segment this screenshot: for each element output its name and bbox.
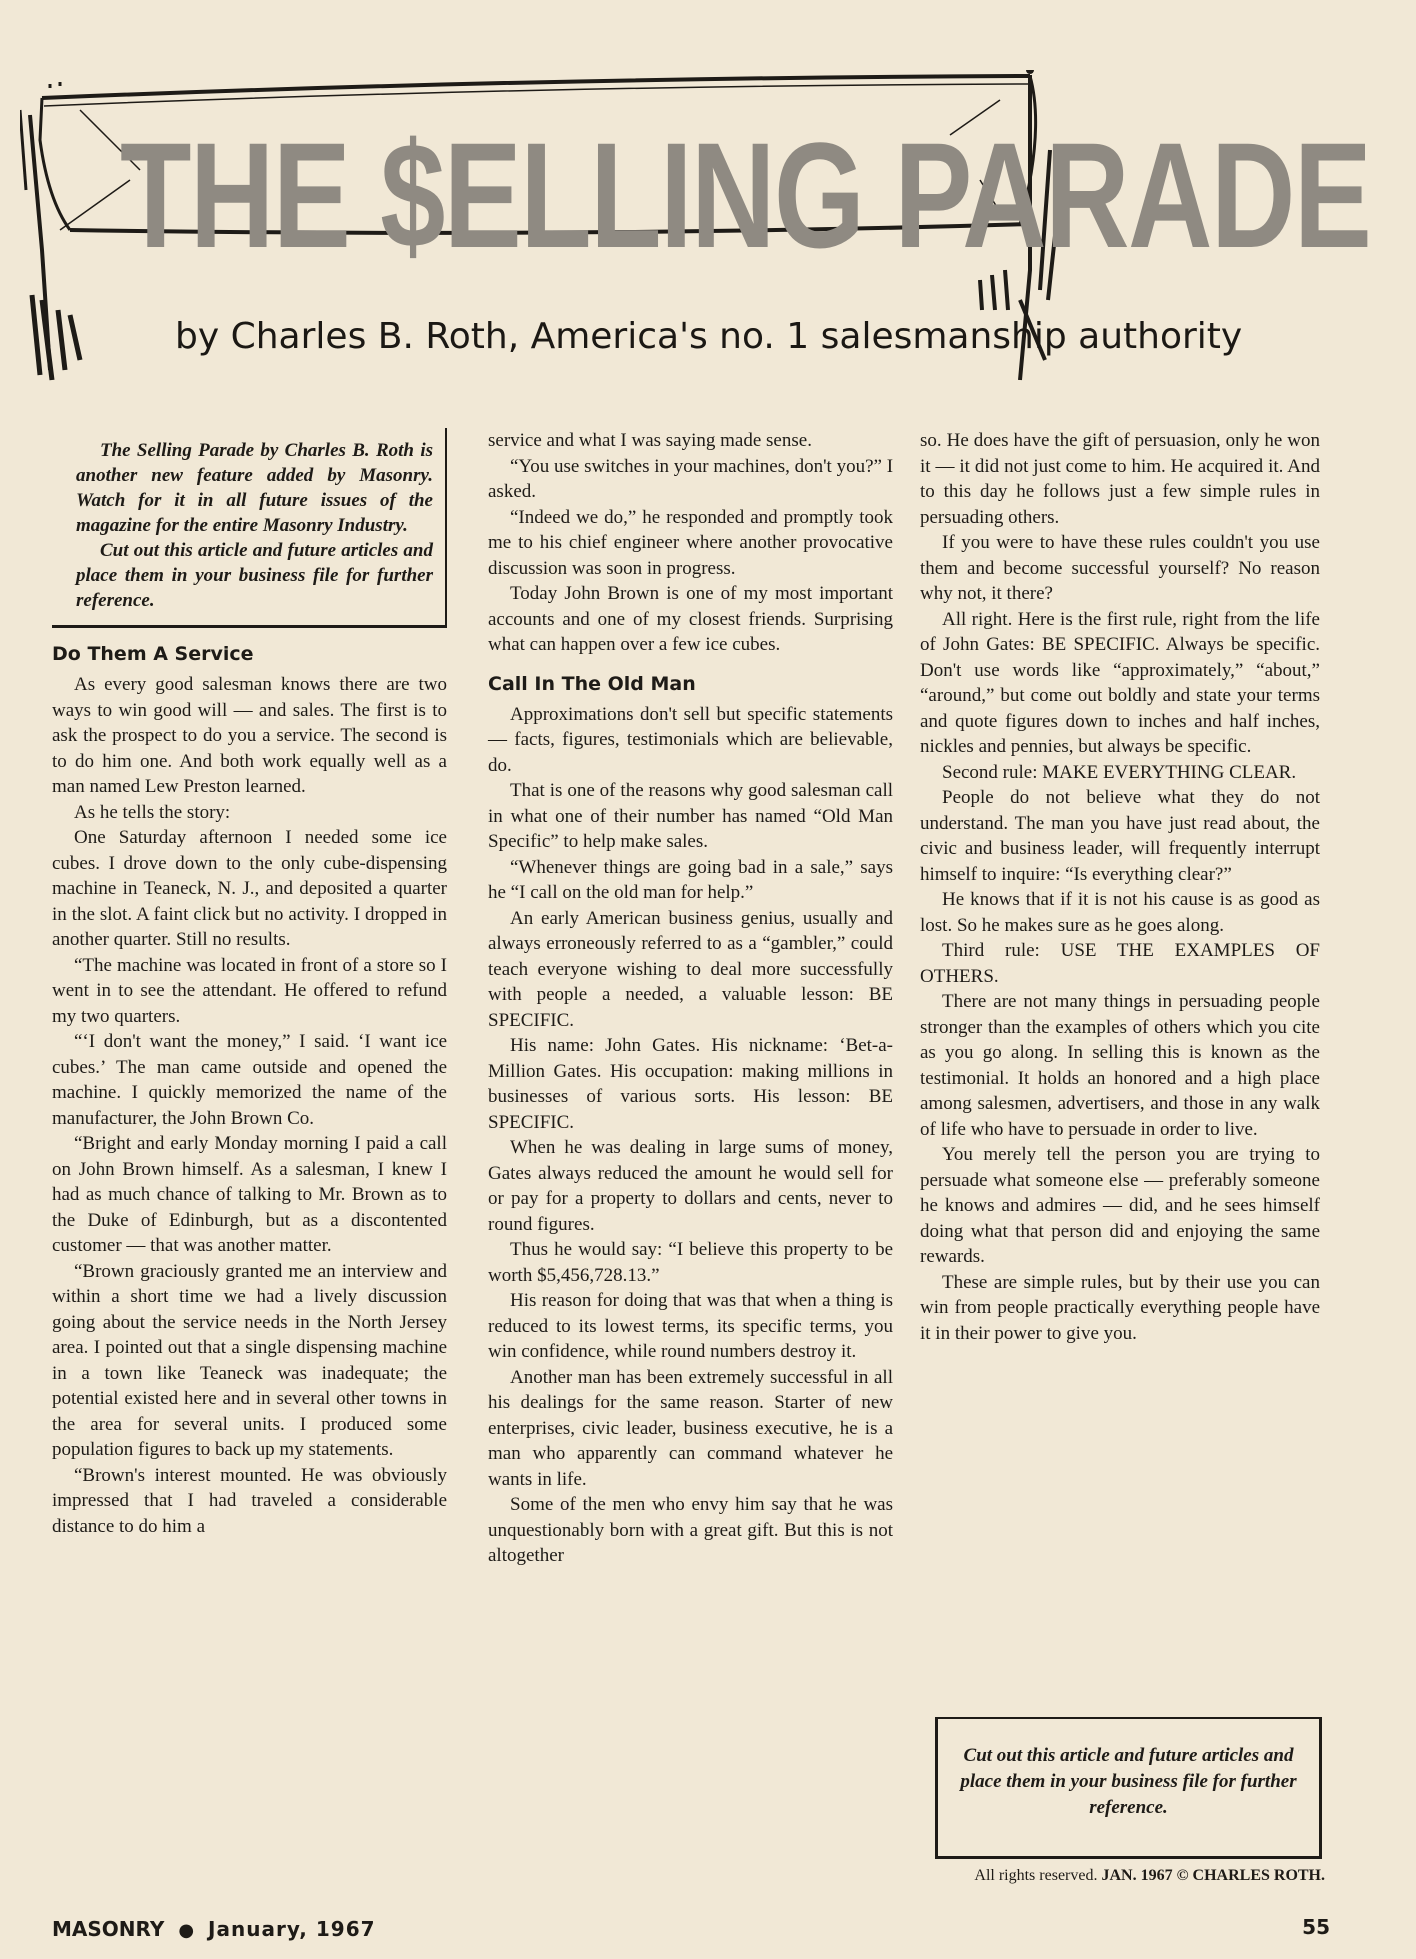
footer-magazine: MASONRY [52,1917,165,1941]
paragraph: As he tells the story: [74,801,231,823]
paragraph: Second rule: MAKE EVERYTHING CLEAR. [942,761,1297,783]
paragraph: You merely tell the person you are trying to persuade what someone else — preferably someone he knows and admires — did, and he sees himself doing what that person did and enjoying the same rewards. [920,1144,1320,1267]
paragraph: Today John Brown is one of my most important accounts and one of my closest friends. Surprising what can happen over a few ice cubes. [488,583,893,655]
paragraph: An early American business genius, usually and always erroneously referred to as a “gambler,” could teach everyone wishing to deal more successfully with people a needed, a valuable lesson: BE SPECIFIC. [488,907,893,1031]
paragraph: “Whenever things are going bad in a sale,” says he “I call on the old man for help.” [488,856,893,903]
paragraph: When he was dealing in large sums of money, Gates always reduced the amount he would sell for or pay for a property to dollars and cents, never to round figures. [488,1137,893,1235]
paragraph: “Brown graciously granted me an interview and within a short time we had a lively discussion going about the service needs in the North Jersey area. I pointed out that a single dispensing machine in a town like Teaneck was inadequate; the potential existed here and in several other towns in the area for several units. I produced some population figures to back up my statements. [52,1260,447,1460]
paragraph: Thus he would say: “I believe this property to be worth $5,456,728.13.” [488,1239,893,1286]
paragraph: His name: John Gates. His nickname: ‘Bet-a-Million Gates. His occupation: making millions in businesses of various sorts. His lesson: BE SPECIFIC. [488,1035,893,1133]
page-number: 55 [1302,1915,1330,1939]
paragraph: “Bright and early Monday morning I paid a call on John Brown himself. As a salesman, I knew I had as much chance of talking to Mr. Brown as to the Duke of Edinburgh, but as a discontented customer — that was another matter. [52,1133,447,1256]
footer-bullet: ● [178,1920,195,1941]
byline: by Charles B. Roth, America's no. 1 salesmanship authority [175,316,1243,357]
paragraph: Approximations don't sell but specific statements — facts, figures, testimonials which are believable, do. [488,703,893,776]
column-1 [52,428,447,1539]
rights-prefix: All rights reserved. [974,1867,1098,1884]
intro-text-1: The Selling Parade by Charles B. Roth is another new feature added by Masonry. Watch for it in all future issues of the magazine for the entire Masonry Industry. [76,440,433,536]
paragraph: As every good salesman knows there are two ways to win good will — and sales. The first is to ask the prospect to do you a service. The second is to do him one. And both work equally well as a man named Lew Preston learned. [52,674,447,797]
paragraph: These are simple rules, but by their use you can win from people practically everything people have it in their power to give you. [920,1271,1320,1344]
paragraph: He knows that if it is not his cause is as good as lost. So he makes sure as he goes along. [920,889,1320,936]
rights-owner: CHARLES ROTH. [1192,1867,1325,1884]
paragraph: so. He does have the gift of persuasion, only he won it — it did not just come to him. He acquired it. And to this day he follows just a few simple rules in persuading others. [920,430,1320,528]
paragraph: People do not believe what they do not understand. The man you have just read about, the civic and business leader, will frequently interrupt himself to inquire: “Is everything clear?” [920,787,1320,885]
paragraph: “‘I don't want the money,” I said. ‘I want ice cubes.’ The man came outside and opened the machine. I quickly memorized the name of the manufacturer, the John Brown Co. [52,1031,447,1129]
column-2 [488,428,893,1569]
paragraph: His reason for doing that was that when a thing is reduced to its lowest terms, its specific terms, you win confidence, while round numbers destroy it. [488,1290,893,1362]
paragraph: Third rule: USE THE EXAMPLES OF OTHERS. [920,940,1320,987]
copyright-line [800,1866,1325,1886]
column-3 [920,428,1320,1346]
paragraph: Some of the men who envy him say that he was unquestionably born with a great gift. But this is not altogether [488,1494,893,1566]
paragraph: If you were to have these rules couldn't you use them and become successful yourself? No reason why not, it there? [920,532,1320,604]
paragraph: That is one of the reasons why good salesman call in what one of their number has named “Old Man Specific” to help make sales. [488,780,893,852]
paragraph: One Saturday afternoon I needed some ice cubes. I drove down to the only cube-dispensing machine in Teaneck, N. J., and deposited a quarter in the slot. A faint click but no activity. I dropped in another quarter. Still no results. [52,827,447,950]
paragraph: “Indeed we do,” he responded and promptly took me to his chief engineer where another provocative discussion was soon in progress. [488,506,893,579]
paragraph: “You use switches in your machines, don't you?” I asked. [488,455,894,502]
paragraph: service and what I was saying made sense. [488,430,812,451]
intro-box [52,428,447,628]
banner-title: THE $ELLING PARADE [120,111,1371,279]
paragraph: There are not many things in persuading people stronger than the examples of others which you cite as you go along. In selling this is known as the testimonial. It holds an honored and a high place among salesmen, advertisers, and those in any walk of life who have to persuade in order to live. [920,991,1320,1140]
paragraph: “Brown's interest mounted. He was obviously impressed that I had traveled a considerable distance to do him a [52,1464,447,1537]
paragraph: Another man has been extremely successful in all his dealings for the same reason. Starter of new enterprises, civic leader, business executive, he is a man who apparently can command whatever he wants in life. [488,1366,893,1490]
paragraph: All right. Here is the first rule, right from the life of John Gates: BE SPECIFIC. Always be specific. Don't use words like “approximately,” “about,” “around,” but come out boldly and state your terms and quote figures down to inches and half inches, nickles and pennies, but always be specific. [920,608,1320,757]
footer-date: January, 1967 [208,1917,376,1941]
copyright-symbol: © [1176,1867,1189,1884]
rights-date: JAN. 1967 [1101,1867,1173,1884]
section-heading-old-man: Call In The Old Man [488,672,696,695]
section-heading-service: Do Them A Service [52,643,254,665]
intro-text-2: Cut out this article and future articles and place them in your business file for further reference. [76,540,433,611]
footer-masthead [52,1917,376,1943]
closing-box: Cut out this article and future articles and place them in your business file for further reference. [935,1717,1322,1859]
paragraph: “The machine was located in front of a store so I went in to see the attendant. He offered to refund my two quarters. [52,954,447,1027]
